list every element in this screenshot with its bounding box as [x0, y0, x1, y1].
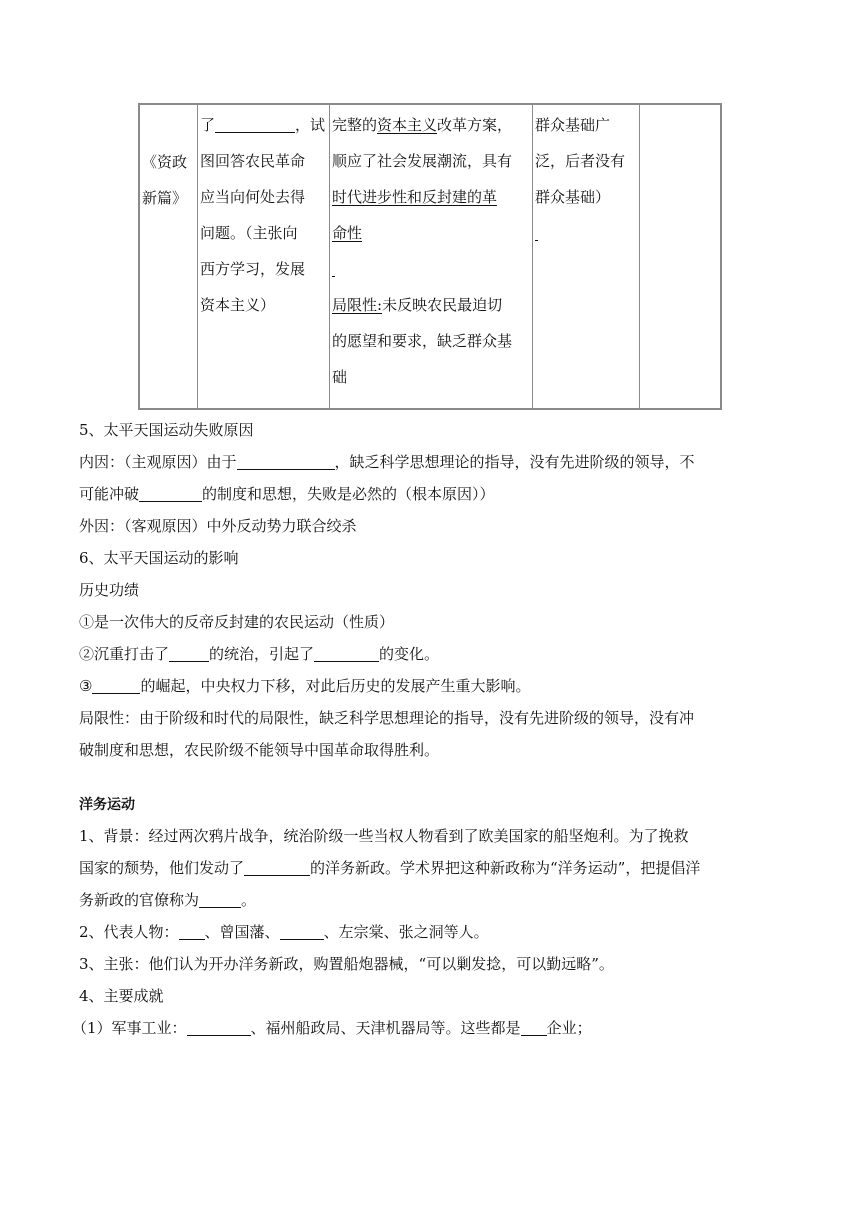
cell-line: 图回答农民革命: [200, 152, 306, 170]
fill-blank: [535, 224, 538, 241]
list-item: [79, 670, 784, 702]
text-part: 的变化。: [379, 645, 440, 663]
paragraph-line: [79, 478, 784, 510]
underlined-text: 资本主义: [377, 116, 438, 134]
fill-blank: [179, 922, 205, 940]
cell-line: 础: [332, 368, 348, 386]
paragraph-line: 破制度和思想，农民阶级不能领导中国革命取得胜利。: [79, 741, 440, 759]
fill-blank: [237, 452, 335, 470]
cell-line: 群众基础）: [535, 188, 611, 206]
section-heading: 洋务运动: [79, 797, 135, 813]
cell-line: [332, 251, 530, 287]
paragraph-line: 3、主张：他们认为开办洋务新政，购置船炮器械，“可以剿发捻，可以勤远略”。: [79, 955, 614, 973]
paragraph-line: 外因：（客观原因）中外反动势力联合绞杀: [79, 517, 357, 535]
cell-line: 应当向何处去得: [200, 188, 306, 206]
cell-line: 泛，后者没有: [535, 152, 626, 170]
spacer: [79, 766, 784, 790]
paragraph-line: [79, 446, 784, 478]
table-cell-content: [198, 105, 330, 408]
underlined-text: 命性: [332, 224, 363, 242]
fill-blank: [139, 484, 202, 502]
table-cell-comparison: [533, 105, 640, 408]
text-part: 的制度和思想，失败是必然的（根本原因））: [202, 485, 495, 503]
text-part: 、福州船政局、天津机器局等。这些都是: [250, 1019, 521, 1037]
section-title: 5、太平天国运动失败原因: [79, 421, 254, 439]
paragraph-line: 4、主要成就: [79, 987, 164, 1005]
fill-blank: [314, 644, 379, 662]
fill-blank: [169, 644, 209, 662]
paragraph-line: [79, 916, 784, 948]
list-item: ①是一次伟大的反帝反封建的农民运动（性质）: [79, 613, 395, 631]
text-part: 的洋务新政。学术界把这种新政称为“洋务运动”，把提倡洋: [310, 859, 701, 877]
cell-text-part: 改革方案，: [437, 116, 513, 134]
cell-line: [332, 215, 530, 251]
text-part: 、左宗棠、张之洞等人。: [323, 923, 489, 941]
cell-line: 顺应了社会发展潮流，具有: [332, 152, 513, 170]
table-cell-evaluation: [330, 105, 533, 408]
text-part: 务新政的官僚称为: [79, 891, 200, 909]
paragraph-line: [72, 1012, 784, 1044]
paragraph-line: 局限性：由于阶级和时代的局限性，缺乏科学思想理论的指导，没有先进阶级的领导，没有冲: [79, 709, 695, 727]
fill-blank: [92, 676, 140, 694]
fill-blank: [244, 858, 310, 876]
text-part: ，缺乏科学思想理论的指导，没有先进阶级的领导，不: [334, 453, 695, 471]
text-part: 的统治，引起了: [209, 645, 315, 663]
cell-text-part: 未反映农民最迫切: [382, 296, 503, 314]
comparison-table: [138, 103, 722, 410]
cell-line: [332, 107, 530, 143]
paragraph-line: [79, 884, 784, 916]
fill-blank: [187, 1018, 251, 1036]
underlined-text: 时代进步性和反封建的革: [332, 188, 498, 206]
table-cell-empty: [640, 105, 722, 408]
cell-line: [535, 215, 637, 251]
text-part: 、曾国藩、: [204, 923, 280, 941]
text-part: （1）军事工业：: [72, 1019, 187, 1037]
cell-line: 西方学习，发展: [200, 260, 306, 278]
fill-blank: [332, 260, 335, 277]
text-part: 2、代表人物：: [79, 923, 179, 941]
paragraph-line: 1、背景：经过两次鸦片战争，统治阶级一些当权人物看到了欧美国家的船坚炮利。为了挽救: [79, 827, 689, 845]
subheading: 历史功绩: [79, 581, 140, 599]
fill-blank: [280, 922, 324, 940]
text-part: ③: [79, 677, 93, 695]
cell-line: 《资政: [142, 153, 188, 171]
cell-text-part: ，试: [295, 116, 326, 134]
cell-line: [200, 107, 327, 143]
document-body: [72, 414, 784, 1044]
table-cell-document-name: [140, 105, 198, 408]
cell-line: [332, 179, 530, 215]
cell-text-part: 完整的: [332, 116, 378, 134]
fill-blank: [199, 890, 241, 908]
cell-line: 新篇》: [142, 189, 188, 207]
text-part: 的崛起，中央权力下移，对此后历史的发展产生重大影响。: [140, 677, 531, 695]
cell-text-part: 了: [200, 116, 216, 134]
text-part: 内因：（主观原因）由于: [79, 453, 237, 471]
text-part: 可能冲破: [79, 485, 140, 503]
text-part: 国家的颓势，他们发动了: [79, 859, 245, 877]
cell-line: [332, 287, 530, 323]
cell-line: 资本主义）: [200, 296, 276, 314]
list-item: [79, 638, 784, 670]
cell-line: 群众基础广: [535, 116, 611, 134]
text-part: ②沉重打击了: [79, 645, 170, 663]
fill-blank: [521, 1018, 547, 1036]
text-part: 企业；: [546, 1019, 592, 1037]
fill-blank: [215, 116, 295, 133]
section-title: 6、太平天国运动的影响: [79, 549, 239, 567]
underlined-text: 局限性:: [332, 296, 383, 314]
paragraph-line: [79, 852, 784, 884]
cell-line: 问题。（主张向: [200, 224, 298, 242]
text-part: 。: [241, 891, 257, 909]
cell-line: 的愿望和要求，缺乏群众基: [332, 332, 513, 350]
